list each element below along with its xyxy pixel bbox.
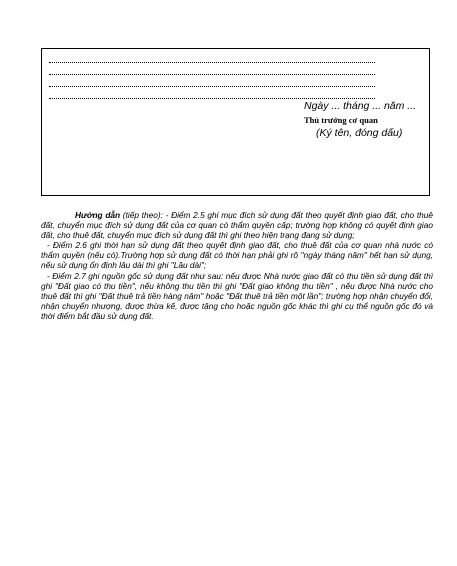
guide-paragraph: - Điểm 2.7 ghi nguồn gốc sử dụng đất như sau: nếu được Nhà nước giao đất có thu tiền sử dụng đất thì ghi "Đất giao có thu tiền", nếu không thu tiền thì ghi "Đất giao không thu tiền" , nếu được Nhà nước cho thuê đất thì ghi "Đất thuê trả tiền hàng năm" hoặc "Đất thuê trả tiền một lần"; trường hợp nhận chuyển đổi, nhận chuyển nhượng, được thừa kế, được tặng cho hoặc nguồn gốc khác thì ghi cụ thể nguồn gốc đó và thời điểm bắt đầu sử dụng đất. bbox=[41, 270, 433, 321]
guide-text bbox=[41, 210, 433, 321]
signature-date: Ngày ... tháng ... năm ... bbox=[304, 100, 417, 112]
form-box bbox=[41, 48, 430, 196]
signature-note: (Ký tên, đóng dấu) bbox=[316, 127, 403, 139]
dotted-fill-line bbox=[49, 62, 375, 63]
guide-heading: Hướng dẫn bbox=[75, 210, 121, 220]
signature-org-title: Thủ trưởng cơ quan bbox=[304, 115, 378, 125]
guide-paragraph bbox=[41, 210, 433, 240]
dotted-fill-line bbox=[49, 74, 375, 75]
dotted-fill-line bbox=[49, 86, 375, 87]
guide-paragraph: - Điểm 2.6 ghi thời hạn sử dụng đất theo quyết định giao đất, cho thuê đất của cơ quan nhà nước có thẩm quyền (nếu có).Trường hợp sử dụng đất có thời hạn phải ghi rõ "ngày tháng năm" hết hạn sử dụng, nếu sử dụng ổn định lâu dài thì ghi "Lâu dài"; bbox=[41, 240, 433, 271]
guide-paragraph-1-text: (tiếp theo): - Điểm 2.5 ghi mục đích sử dụng đất theo quyết định giao đất, cho thuê đất, chuyển mục đích sử dụng đất của cơ quan có thẩm quyền cấp; trường hợp không có quyết định giao đất, cho thuê đất, chuyển mục đích sử dụng đất thì ghi theo hiện trạng đang sử dụng; bbox=[41, 210, 433, 241]
dotted-fill-line bbox=[49, 98, 375, 99]
